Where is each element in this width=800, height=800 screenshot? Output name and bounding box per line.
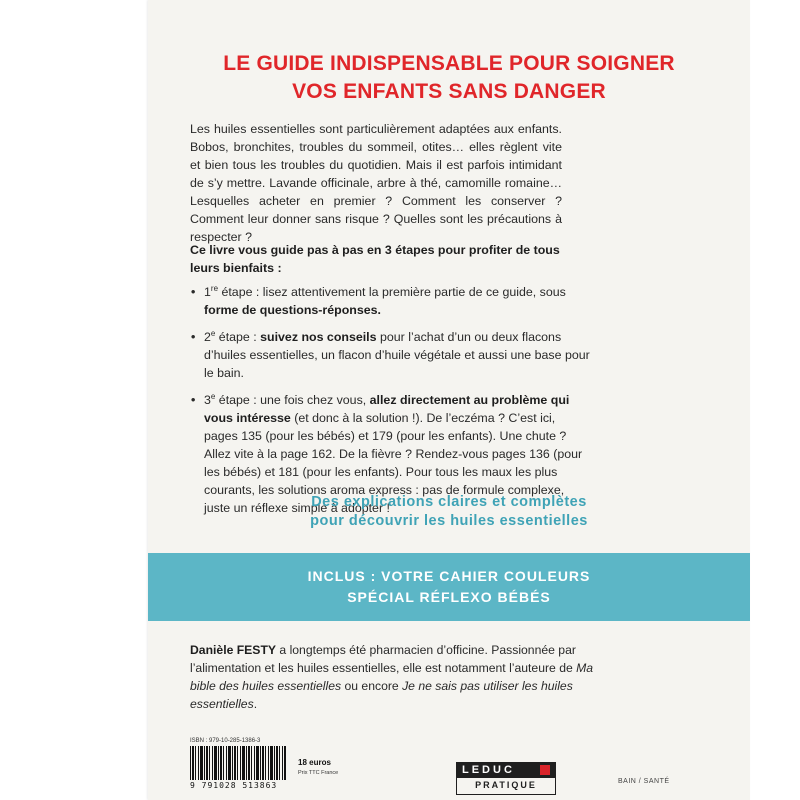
- step-number: 3: [204, 393, 211, 407]
- included-banner: [148, 553, 750, 621]
- tagline-line-2: pour découvrir les huiles essentielles: [310, 513, 588, 529]
- step-highlight: allez directement au problème qui vous intéresse: [204, 393, 570, 425]
- publisher-name-text: LEDUC: [462, 764, 515, 776]
- tagline-line-1: Des explications claires et complètes: [311, 494, 587, 510]
- step-text: étape : lisez attentivement la première partie de ce guide, sous: [218, 285, 566, 299]
- step-ordinal: e: [210, 391, 216, 401]
- step-text: étape :: [215, 330, 261, 344]
- banner-line-1: INCLUS : VOTRE CAHIER COULEURS: [307, 568, 591, 584]
- banner-line-2: SPÉCIAL RÉFLEXO BÉBÉS: [347, 589, 551, 605]
- price-block: [298, 758, 338, 778]
- cover-headline: [148, 50, 750, 106]
- step-item: [190, 283, 590, 319]
- steps-list: [190, 283, 590, 526]
- author-bio: [190, 641, 595, 713]
- step-highlight: forme de questions-réponses.: [204, 303, 381, 317]
- step-ordinal: e: [210, 328, 216, 338]
- step-text-after: (et donc à la solution !). De l’eczéma ? C’est ici, pages 135 (pour les bébés) et 179 (pour les enfants). Une chute ? Allez vite à la page 162. De la fièvre ? Rendez-vous pages 136 (pour les bébés) et 181 (pour les enfants). Pour tous les maux les plus courants, les solutions aroma express : pas de formule complexe, juste un réflexe simple à adopter !: [204, 411, 583, 515]
- step-text: étape : une fois chez vous,: [215, 393, 370, 407]
- step-ordinal: re: [210, 283, 219, 293]
- author-bio-text: ou encore: [341, 679, 403, 693]
- barcode-bars: [190, 746, 286, 780]
- book-back-cover: [148, 0, 750, 800]
- logo-red-square: [540, 765, 550, 775]
- author-bio-text: .: [253, 697, 258, 711]
- author-name: Danièle FESTY: [190, 643, 277, 657]
- book-title: Je ne sais pas utiliser les huiles essentielles: [190, 679, 573, 711]
- publisher-collection: PRATIQUE: [456, 778, 556, 795]
- price-amount: 18 euros: [298, 758, 331, 767]
- step-number: 2: [204, 330, 211, 344]
- banner-text: [148, 566, 750, 608]
- lead-paragraph: Ce livre vous guide pas à pas en 3 étapes pour profiter de tous leurs bienfaits :: [190, 243, 560, 275]
- step-text-after: pour l’achat d’un ou deux flacons d’huiles essentielles, un flacon d’huile végétale et aussi une base pour le bain.: [204, 330, 590, 380]
- category-label: BAIN / SANTÉ: [618, 778, 670, 785]
- book-title: Ma bible des huiles essentielles: [190, 661, 594, 693]
- barcode: [190, 746, 286, 790]
- step-number: 1: [204, 285, 211, 299]
- author-bio-text: a longtemps été pharmacien d’officine. Passionnée par l’alimentation et les huiles essentielles, elle est notamment l’auteure de: [190, 643, 577, 675]
- tagline: [148, 493, 750, 531]
- isbn-label: ISBN : 979-10-285-1386-3: [190, 738, 261, 744]
- headline-line-1: LE GUIDE INDISPENSABLE POUR SOIGNER: [223, 52, 675, 75]
- intro-paragraph: Les huiles essentielles sont particulièrement adaptées aux enfants. Bobos, bronchites, troubles du sommeil, otites… elles règlent vite et bien tous les troubles du quotidien. Mais il est parfois intimidant de s’y mettre. Lavande officinale, arbre à thé, camomille romaine… Lesquelles acheter en premier ? Comment les conserver ? Comment leur donner sans risque ? Quelles sont les précautions à respecter ?: [190, 122, 562, 244]
- price-note: Prix TTC France: [298, 770, 339, 776]
- step-item: [190, 328, 590, 382]
- publisher-name: [456, 762, 556, 778]
- barcode-digits: 9 791028 513863: [190, 781, 278, 790]
- publisher-logo: [456, 762, 556, 798]
- headline-line-2: VOS ENFANTS SANS DANGER: [292, 80, 606, 103]
- step-highlight: suivez nos conseils: [260, 330, 377, 344]
